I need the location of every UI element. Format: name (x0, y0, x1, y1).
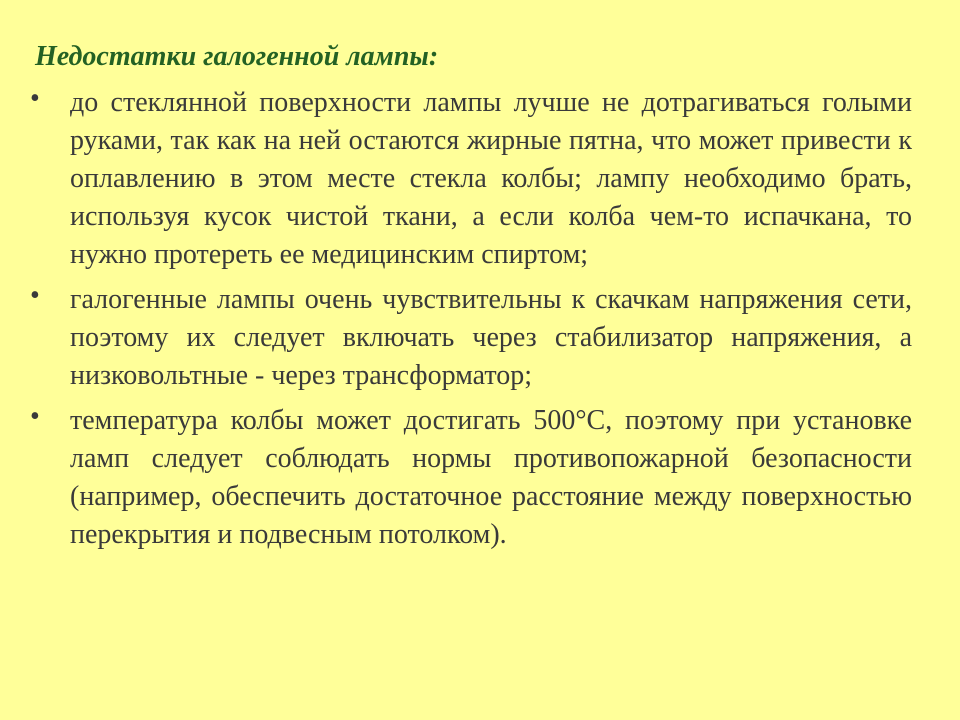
bullet-icon: • (30, 280, 40, 311)
bullet-icon: • (30, 83, 40, 114)
bullet-list (0, 84, 960, 561)
bullet-item (0, 402, 912, 554)
bullet-item (0, 84, 912, 274)
bullet-item (0, 281, 912, 395)
bullet-text: температура колбы может достигать 500°С, поэтому при установке ламп следует соблюдать нормы противопожарной безопасности (например, обеспечить достаточное расстояние между поверхностью перекрытия и подвесным потолком). (70, 405, 912, 550)
slide-title: Недостатки галогенной лампы: (35, 41, 439, 72)
bullet-text: галогенные лампы очень чувствительны к скачкам напряжения сети, поэтому их следует включать через стабилизатор напряжения, а низковольтные - через трансформатор; (70, 284, 912, 391)
bullet-text: до стеклянной поверхности лампы лучше не дотрагиваться голыми руками, так как на ней остаются жирные пятна, что может привести к оплавлению в этом месте стекла колбы; лампу необходимо брать, используя кусок чистой ткани, а если колба чем-то испачкана, то нужно протереть ее медицинским спиртом; (70, 87, 912, 270)
bullet-icon: • (30, 401, 40, 432)
